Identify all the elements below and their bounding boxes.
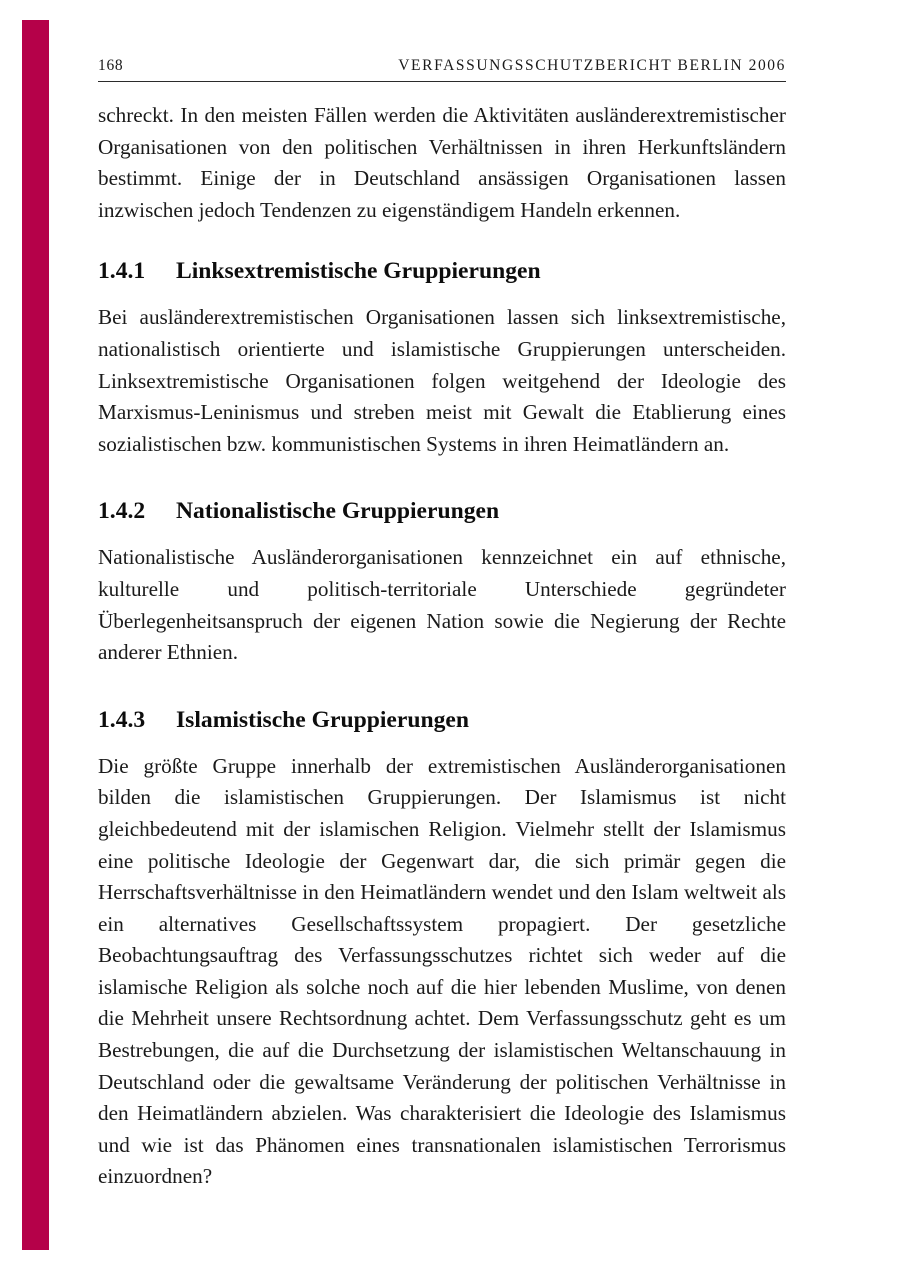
- spacer: [98, 226, 786, 256]
- section-heading-1-4-3: [98, 705, 786, 736]
- spacer: [98, 287, 786, 302]
- running-header: [98, 58, 786, 82]
- section-number: 1.4.3: [98, 706, 146, 733]
- section-title: Linksextremistische Gruppierungen: [176, 258, 541, 285]
- section-number: 1.4.1: [98, 258, 146, 285]
- section-heading-1-4-1: [98, 256, 786, 287]
- section-heading-1-4-2: [98, 496, 786, 527]
- section-title: Nationalistische Gruppierungen: [176, 498, 500, 525]
- page-content-column: [98, 0, 786, 1273]
- section-number: 1.4.2: [98, 498, 146, 525]
- page-number: 168: [98, 57, 124, 74]
- section-paragraph-1-4-1: Bei ausländerextremistischen Organisationen lassen sich linksextremistische, nationalistisch orientierte und islamistische Gruppierungen unterscheiden. Linksextremistische Organisationen folgen weitgehend der Ideologie des Marxismus-Leninismus und streben meist mit Gewalt die Etablierung eines sozialistischen bzw. kommunistischen Systems in ihren Heimatländern an.: [98, 305, 786, 456]
- running-header-title: VERFASSUNGSSCHUTZBERICHT BERLIN 2006: [398, 57, 786, 74]
- spacer: [98, 736, 786, 751]
- intro-paragraph: schreckt. In den meisten Fällen werden die Aktivitäten ausländerextremistischer Organisationen von den politischen Verhältnissen in ihren Herkunftsländern bestimmt. Einige der in Deutschland ansässigen Organisationen lassen inzwischen jedoch Tendenzen zu eigenständigem Handeln erkennen.: [98, 103, 786, 222]
- page-body: [98, 100, 786, 1193]
- spacer: [98, 669, 786, 705]
- spacer: [98, 460, 786, 496]
- section-paragraph-1-4-2: Nationalistische Ausländerorganisationen kennzeichnet ein auf ethnische, kulturelle und politisch-territoriale Unterschiede gegründeter Überlegenheitsanspruch der eigenen Nation sowie die Negierung der Rechte anderer Ethnien.: [98, 545, 786, 665]
- page-spine-accent-bar: [22, 20, 49, 1250]
- section-paragraph-1-4-3: Die größte Gruppe innerhalb der extremistischen Ausländerorganisationen bilden die islamistischen Gruppierungen. Der Islamismus ist nicht gleichbedeutend mit der islamischen Religion. Vielmehr stellt der Islamismus eine politische Ideologie der Gegenwart dar, die sich primär gegen die Herrschaftsverhältnisse in den Heimatländern wendet und den Islam weltweit als ein alternatives Gesellschaftssystem propagiert. Der gesetzliche Beobachtungsauftrag des Verfassungsschutzes richtet sich weder auf die islamische Religion als solche noch auf die hier lebenden Muslime, von denen die Mehrheit unsere Rechtsordnung achtet. Dem Verfassungsschutz geht es um Bestrebungen, die auf die Durchsetzung der islamistischen Weltanschauung in Deutschland oder die gewaltsame Veränderung der politischen Verhältnisse in den Heimatländern abzielen. Was charakterisiert die Ideologie des Islamismus und wie ist das Phänomen eines transnationalen islamistischen Terrorismus einzuordnen?: [98, 753, 786, 1189]
- section-title: Islamistische Gruppierungen: [176, 706, 469, 733]
- spacer: [98, 527, 786, 542]
